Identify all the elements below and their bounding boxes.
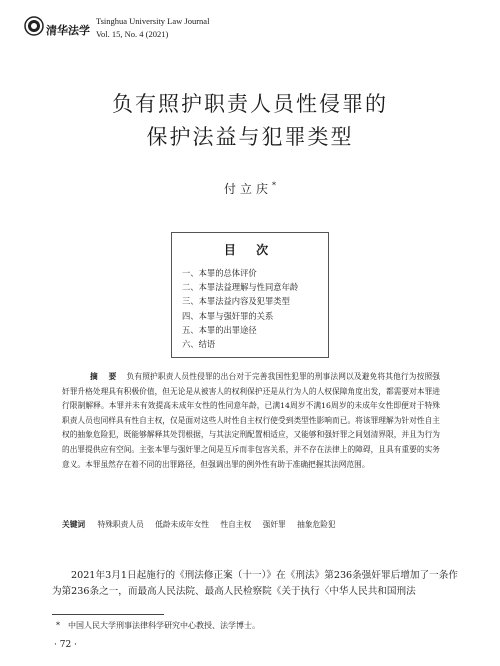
author-footnote-mark[interactable]: * [272,181,276,190]
article-title-line-2: 保护法益与犯罪类型 [146,125,354,149]
keyword: 特殊职责人员 [97,520,144,529]
page-number: · 72 · [54,640,77,650]
journal-name-en: Tsinghua University Law Journal [96,16,210,26]
footnote-mark: * [56,621,60,630]
journal-name-cn: 清华法学 [46,24,90,37]
abstract [62,370,440,472]
toc-item[interactable]: 二、本罪法益理解与性同意年龄 [182,282,299,293]
author-name: 付立庆 [223,182,272,196]
keyword: 强奸罪 [262,520,286,529]
article-title-line-1: 负有照护职责人员性侵罪的 [112,92,388,116]
abstract-label: 摘 要 [90,372,121,381]
toc-item[interactable]: 一、本罪的总体评价 [182,268,257,278]
toc-item[interactable]: 四、本罪与强奸罪的关系 [182,310,274,321]
keyword: 低龄未成年女性 [155,520,209,529]
table-of-contents [171,232,329,358]
toc-item[interactable]: 五、本罪的出罪途径 [182,324,257,335]
toc-item[interactable]: 三、本罪法益内容及犯罪类型 [182,296,290,307]
toc-list [182,266,298,351]
footnote [56,620,260,631]
keyword: 性自主权 [220,520,252,529]
keyword: 抽象危险犯 [297,520,336,529]
footnote-divider [52,614,164,615]
body-paragraph: 2021年3月1日起施行的《刑法修正案（十一）》在《刑法》第236条强奸罪后增加了一条作为第236条之一，而最高人民法院、最高人民检察院《关于执行〈中华人民共和国刑法 [52,570,458,597]
author [0,180,500,197]
footnote-text: 中国人民大学刑事法律科学研究中心教授、法学博士。 [68,621,260,630]
keywords-label: 关键词 [62,520,86,529]
journal-logo-icon [24,16,44,36]
journal-volume: Vol. 15, No. 4 (2021) [96,29,169,39]
toc-item[interactable]: 六、结语 [182,339,216,350]
abstract-text: 负有照护职责人员性侵罪的出台对于完善我国性犯罪的刑事法网以及避免将其他行为按照强奸罪升格处理具有积极价值，但无论是从被害人的权利保护还是从行为人的人权保障角度出发，都需要对本罪进行限制解释。本罪并未有效提高未成年女性的性同意年龄，已满14周岁不满16周岁的未成年女性即便对于特殊职责人员也同样具有性自主权，仅是面对这些人时性自主权行使受到类型性影响而已。将该罪理解为针对性自主权的抽象危险犯，既能够解释其处罚根据，与其法定刑配置相适应，又能够和强奸罪之间划清界限，并且为行为的出罪提供应有空间。主张本罪与强奸罪之间是互斥而非包容关系，并不存在法律上的障碍，且具有重要的实务意义。本罪虽然存在着不同的出罪路径，但强调出罪的例外性有助于准确把握其法网范围。 [62,372,440,469]
keywords [62,519,452,530]
toc-heading: 目 次 [223,243,277,257]
article-title [0,88,500,154]
